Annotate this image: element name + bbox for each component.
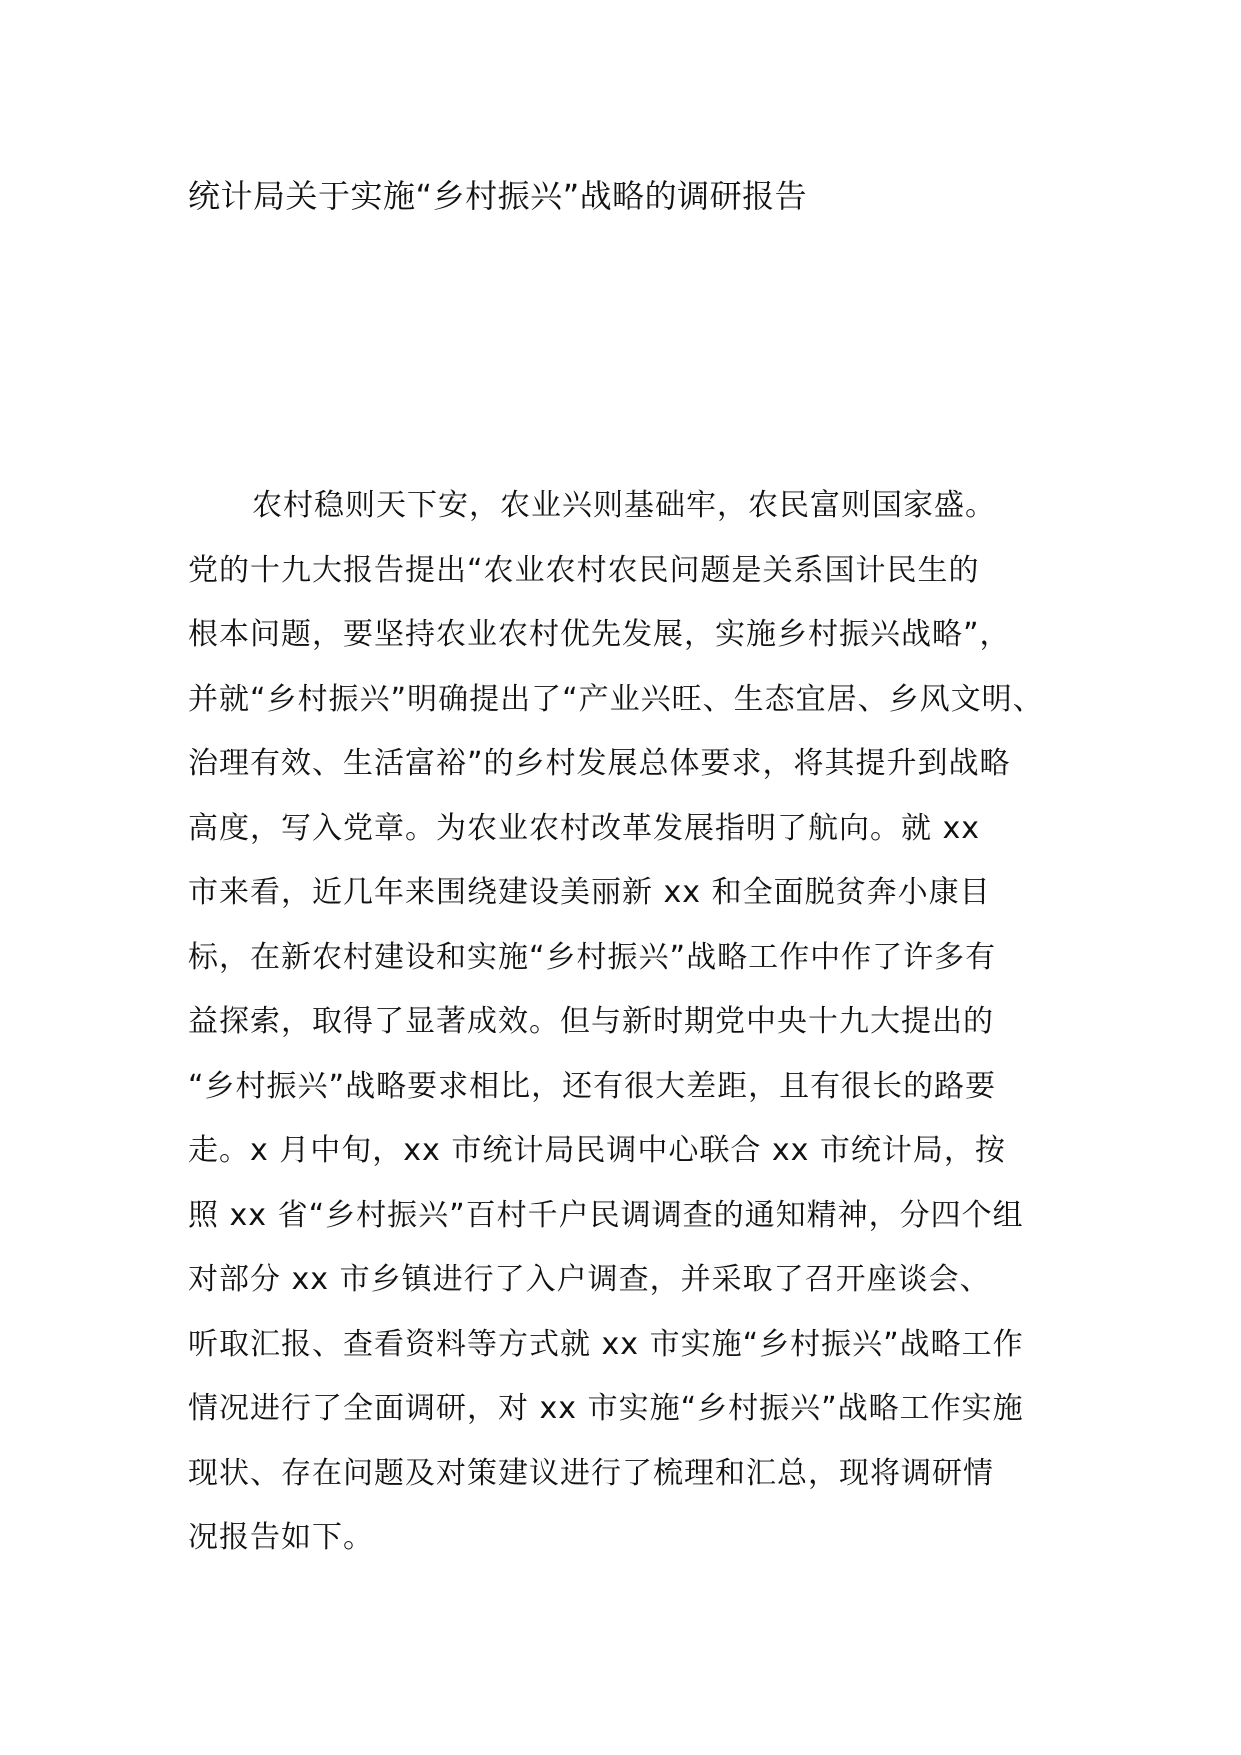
paragraph-line: 党的十九大报告提出“农业农村农民问题是关系国计民生的 <box>188 552 980 588</box>
paragraph-line: 治理有效、生活富裕”的乡村发展总体要求，将其提升到战略 <box>188 746 1011 781</box>
paragraph-line: 走。x 月中旬，xx 市统计局民调中心联合 xx 市统计局，按 <box>188 1133 1006 1168</box>
paragraph-line: 农村稳则天下安，农业兴则基础牢，农民富则国家盛。 <box>252 488 996 523</box>
paragraph-line: 市来看，近几年来围绕建设美丽新 xx 和全面脱贫奔小康目 <box>188 875 991 910</box>
document-title: 统计局关于实施“乡村振兴”战略的调研报告 <box>188 177 808 215</box>
paragraph-line: 况报告如下。 <box>188 1520 374 1555</box>
intro-paragraph <box>188 474 1068 1571</box>
paragraph-line: 现状、存在问题及对策建议进行了梳理和汇总，现将调研情 <box>188 1455 994 1491</box>
paragraph-line: “乡村振兴”战略要求相比，还有很大差距，且有很长的路要 <box>188 1068 997 1104</box>
paragraph-line: 照 xx 省“乡村振兴”百村千户民调调查的通知精神，分四个组 <box>188 1197 1024 1233</box>
paragraph-line: 对部分 xx 市乡镇进行了入户调查，并采取了召开座谈会、 <box>188 1262 991 1297</box>
paragraph-line: 益探索，取得了显著成效。但与新时期党中央十九大提出的 <box>188 1004 994 1039</box>
paragraph-line: 情况进行了全面调研，对 xx 市实施“乡村振兴”战略工作实施 <box>188 1391 1024 1426</box>
paragraph-line: 标，在新农村建设和实施“乡村振兴”战略工作中作了许多有 <box>188 939 997 975</box>
paragraph-line: 并就“乡村振兴”明确提出了“产业兴旺、生态宜居、乡风文明、 <box>188 681 1044 717</box>
paragraph-line: 高度，写入党章。为农业农村改革发展指明了航向。就 xx <box>188 810 981 846</box>
paragraph-line: 根本问题，要坚持农业农村优先发展，实施乡村振兴战略”， <box>188 617 1011 652</box>
paragraph-line: 听取汇报、查看资料等方式就 xx 市实施“乡村振兴”战略工作 <box>188 1326 1024 1362</box>
